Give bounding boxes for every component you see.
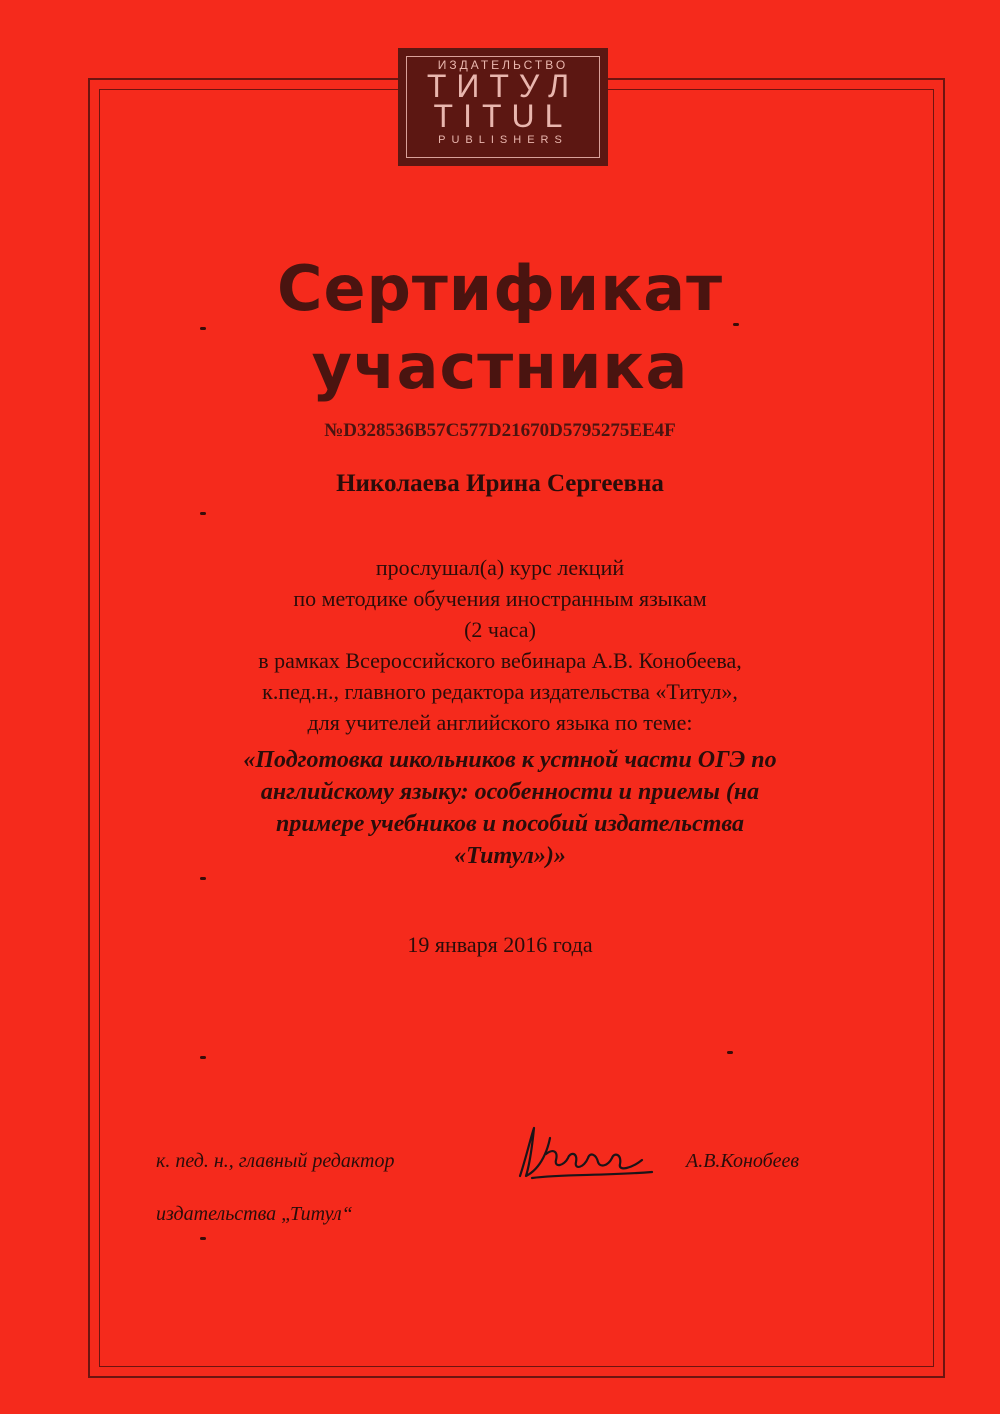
- logo-line-1: ИЗДАТЕЛЬСТВО: [437, 58, 569, 72]
- handwritten-signature: [512, 1118, 662, 1188]
- signatory-name: А.В.Конобеев: [686, 1150, 800, 1172]
- body-line: в рамках Всероссийского вебинара А.В. Конобеева,: [258, 648, 742, 673]
- scan-speck: [200, 512, 206, 515]
- logo-line-4: PUBLISHERS: [438, 134, 568, 146]
- scan-speck: [200, 327, 206, 330]
- certificate-date: 19 января 2016 года: [407, 932, 593, 957]
- signatory-role-line-2: издательства „Титул“: [156, 1203, 353, 1225]
- scan-speck: [727, 1051, 733, 1054]
- scan-speck: [200, 877, 206, 880]
- body-line: к.пед.н., главного редактора издательства «Титул»,: [262, 679, 738, 704]
- logo-line-3: TITUL: [433, 98, 573, 134]
- topic-line: английскому языку: особенности и приемы (на: [260, 779, 760, 805]
- title-line-2: участника: [311, 330, 689, 403]
- topic-line: «Подготовка школьников к устной части ОГЭ по: [243, 747, 777, 773]
- scan-speck: [200, 1056, 206, 1059]
- body-line: прослушал(а) курс лекций: [375, 555, 625, 580]
- title-line-1: Сертификат: [276, 252, 724, 325]
- topic-text: [180, 744, 840, 872]
- scan-speck: [200, 1237, 206, 1240]
- signatory-role-line-1: к. пед. н., главный редактор: [156, 1150, 395, 1172]
- scan-speck: [733, 323, 739, 326]
- topic-line: «Титул»)»: [454, 843, 566, 869]
- body-line: для учителей английского языка по теме:: [307, 710, 693, 735]
- certificate-number: №D328536B57C577D21670D5795275EE4F: [324, 420, 676, 441]
- topic-line: примере учебников и пособий издательства: [276, 811, 744, 837]
- recipient-name: Николаева Ирина Сергеевна: [336, 470, 664, 497]
- publisher-logo: [398, 48, 608, 166]
- logo-line-2: ТИТУЛ: [426, 68, 580, 104]
- body-line: по методике обучения иностранным языкам: [293, 586, 707, 611]
- body-text: [0, 552, 1000, 738]
- body-line: (2 часа): [464, 617, 536, 642]
